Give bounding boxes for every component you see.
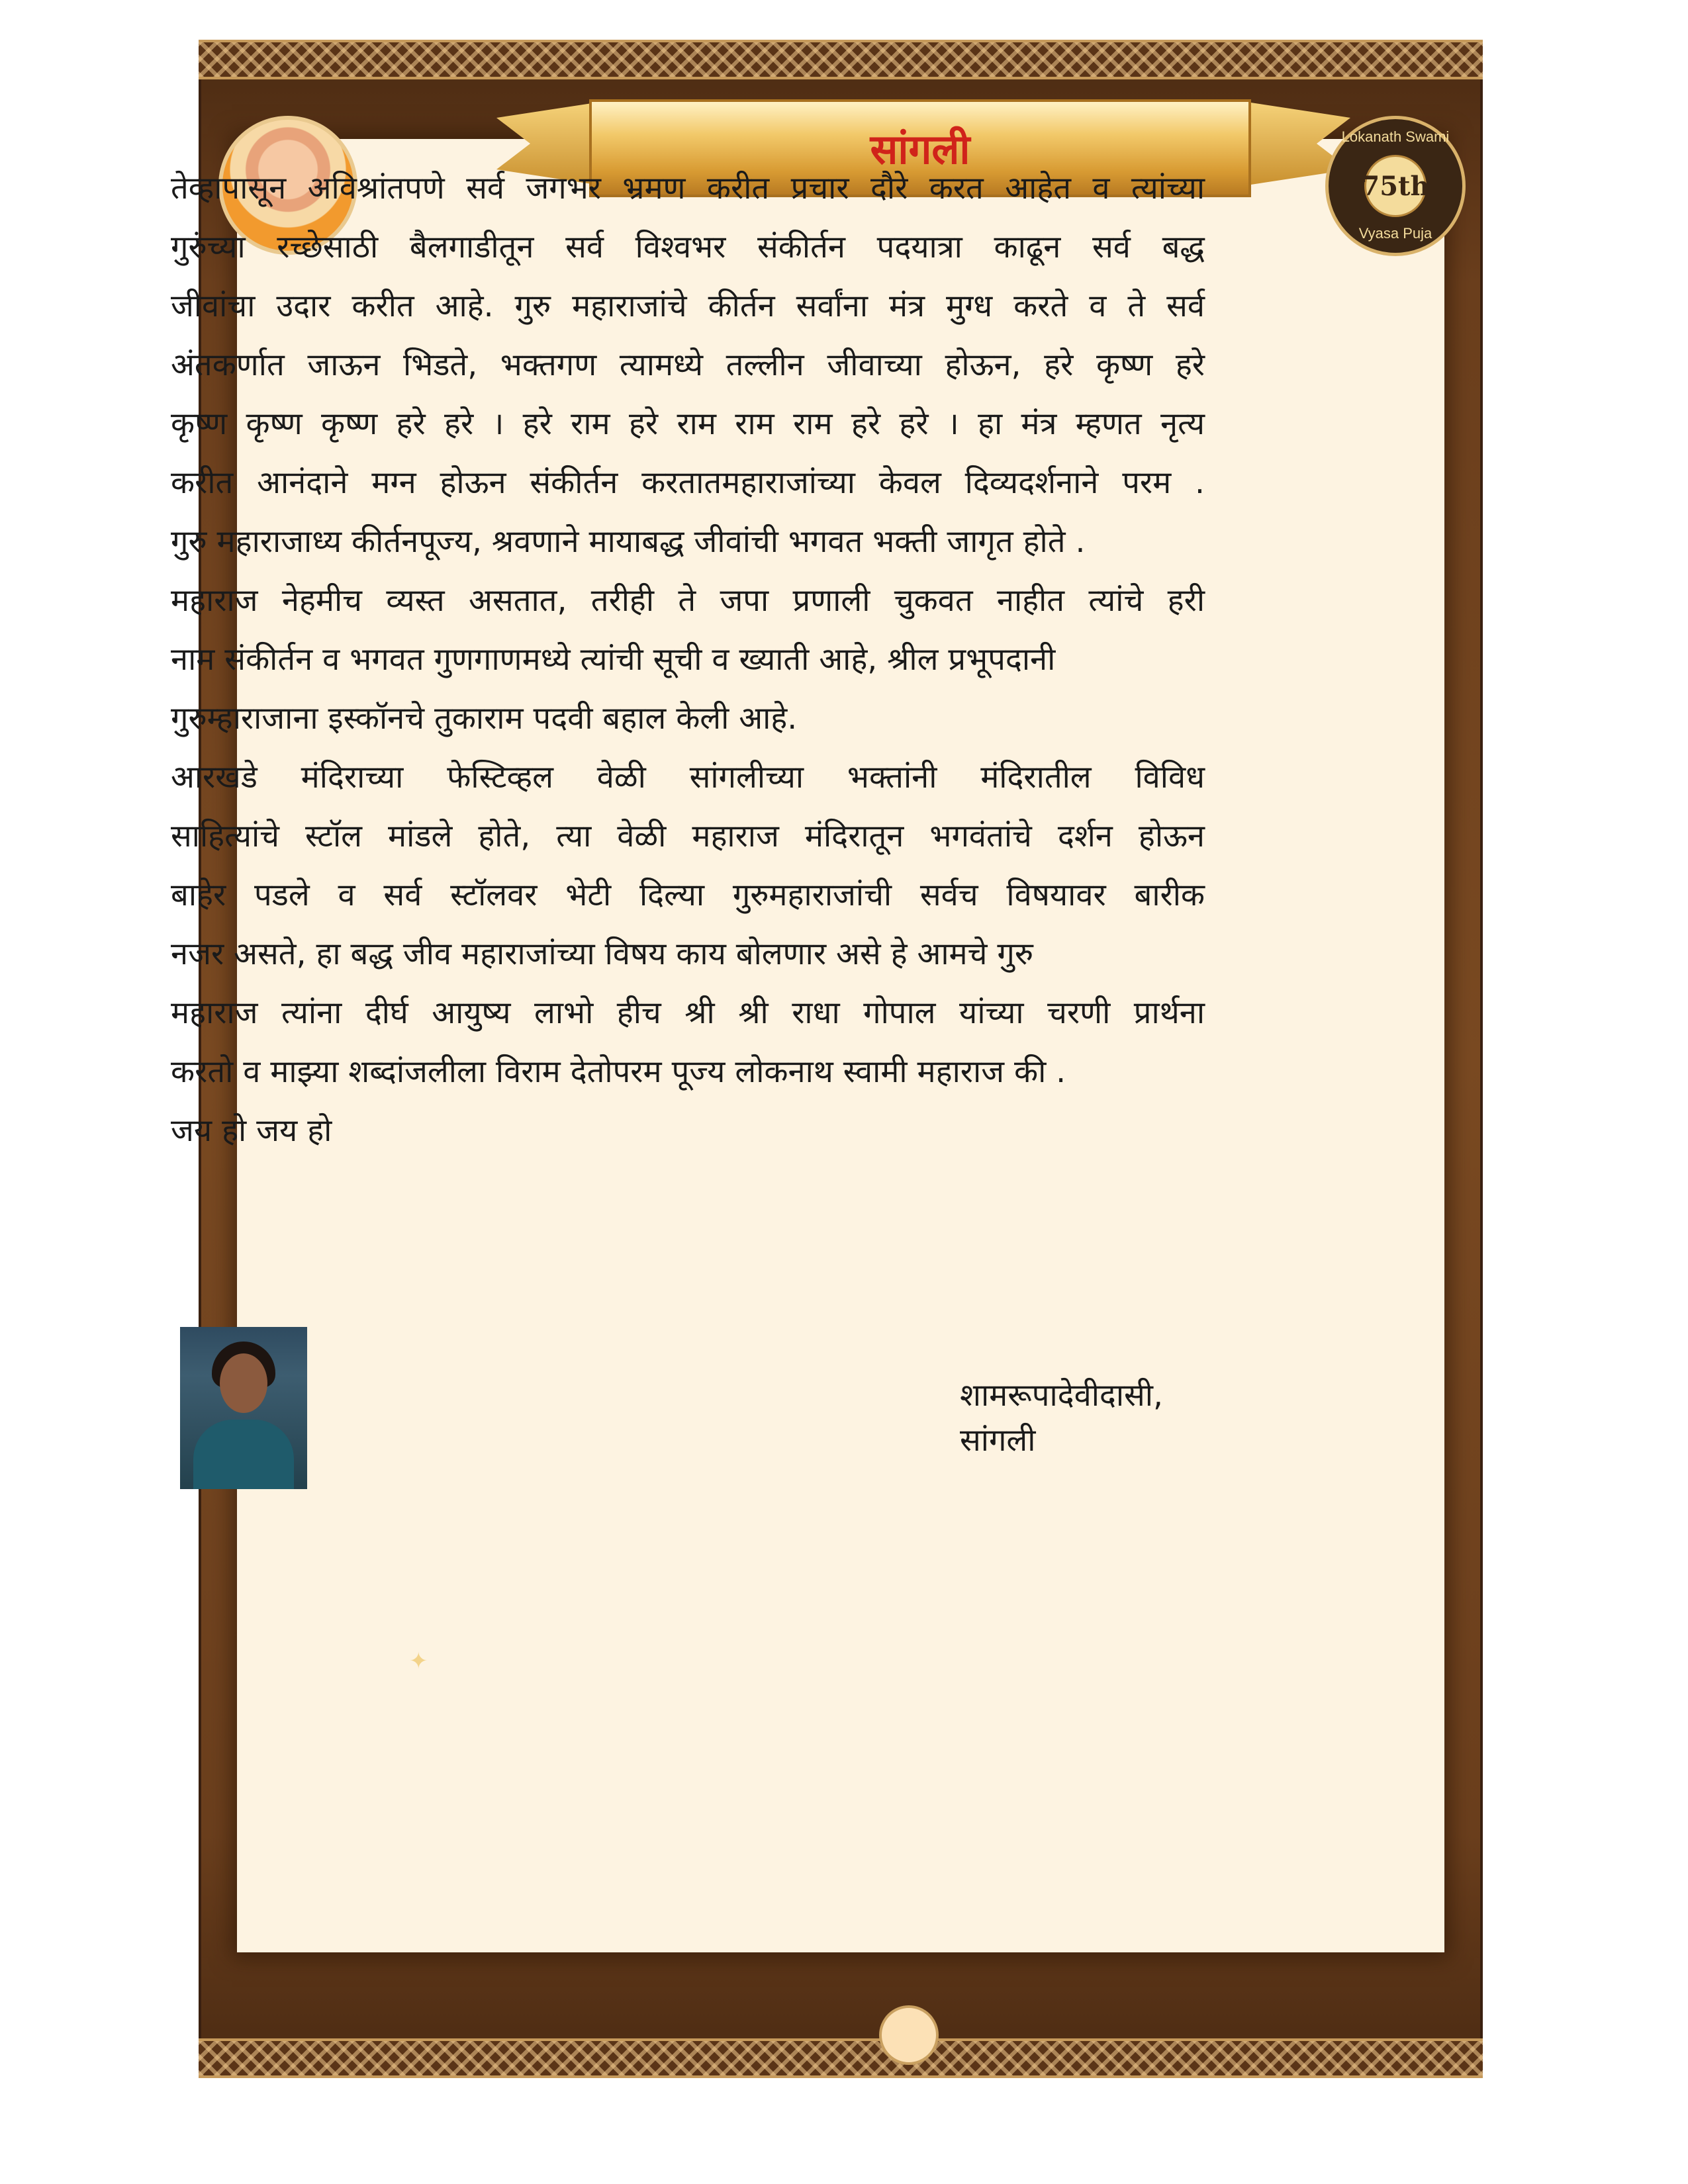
signature-block — [960, 1373, 1163, 1463]
badge-bottom-text: Vyasa Puja — [1358, 225, 1432, 242]
body-line: साहित्यांचे स्टॉल मांडले होते, त्या वेळी महाराज मंदिरातून भगवंतांचे दर्शन होऊन — [171, 818, 1205, 854]
body-line: करतो व माझ्या शब्दांजलीला विराम देतोपरम पूज्य लोकनाथ स्वामी महाराज की . — [171, 1054, 1066, 1090]
body-line: जय हो जय हो — [171, 1113, 332, 1149]
photo-face-shape — [220, 1353, 267, 1413]
letter-body — [171, 159, 1205, 1160]
photo-body-shape — [193, 1420, 294, 1489]
body-line: महाराज त्यांना दीर्घ आयुष्य लाभो हीच श्री श्री राधा गोपाल यांच्या चरणी प्रार्थना — [171, 995, 1205, 1031]
body-line: अंतकर्णात जाऊन भिडते, भक्तगण त्यामध्ये तल्लीन जीवाच्या होऊन, हरे कृष्ण हरे — [171, 347, 1205, 383]
ornamental-border-top — [199, 40, 1483, 79]
sparkle-icon: ✦ — [409, 1648, 428, 1674]
body-line: जीवांचा उदार करीत आहे. गुरु महाराजांचे कीर्तन सर्वांना मंत्र मुग्ध करते व ते सर्व — [171, 288, 1205, 324]
body-line: नाम संकीर्तन व भगवत गुणगाणमध्ये त्यांची सूची व ख्याती आहे, श्रील प्रभूपदानी — [171, 641, 1056, 678]
body-line: गुरु महाराजाध्य कीर्तनपूज्य, श्रवणाने मायाबद्ध जीवांची भगवत भक्ती जागृत होते . — [171, 523, 1086, 560]
body-line: तेव्हापासून अविश्रांतपणे सर्व जगभर भ्रमण करीत प्रचार दौरे करत आहेत व त्यांच्या — [171, 170, 1205, 206]
body-line: महाराज नेहमीच व्यस्त असतात, तरीही ते जपा प्रणाली चुकवत नाहीत त्यांचे हरी — [171, 582, 1205, 619]
signature-name: शामरूपादेवीदासी, — [960, 1377, 1163, 1414]
vyasa-puja-badge — [1325, 116, 1466, 256]
author-photo — [180, 1327, 307, 1489]
badge-top-text: Lokanath Swami — [1341, 128, 1450, 145]
ornamental-border-bottom — [199, 2038, 1483, 2078]
body-line: कृष्ण कृष्ण कृष्ण हरे हरे । हरे राम हरे राम राम राम हरे हरे । हा मंत्र म्हणत नृत्य — [171, 406, 1205, 442]
body-line: करीत आनंदाने मग्न होऊन संकीर्तन करतातमहाराजांच्या केवल दिव्यदर्शनाने परम . — [171, 465, 1205, 501]
badge-number-circle — [1361, 155, 1430, 217]
body-line: नजर असते, हा बद्ध जीव महाराजांच्या विषय काय बोलणार असे हे आमचे गुरु — [171, 936, 1033, 972]
body-line: आरखडे मंदिराच्या फेस्टिव्हल वेळी सांगलीच्या भक्तांनी मंदिरातील विविध — [171, 759, 1205, 796]
body-line: बाहेर पडले व सर्व स्टॉलवर भेटी दिल्या गुरुमहाराजांची सर्वच विषयावर बारीक — [171, 877, 1205, 913]
signature-place: सांगली — [960, 1422, 1036, 1459]
body-line: गुरुम्हाराजाना इस्कॉनचे तुकाराम पदवी बहाल केली आहे. — [171, 700, 798, 737]
body-line: गुरुंच्या रच्छेसाठी बैलगाडीतून सर्व विश्वभर संकीर्तन पदयात्रा काढून सर्व बद्ध — [171, 229, 1205, 265]
page-indicator-dot — [879, 2005, 939, 2065]
page-title: सांगली — [870, 125, 970, 173]
badge-number: 75th — [1361, 170, 1430, 202]
